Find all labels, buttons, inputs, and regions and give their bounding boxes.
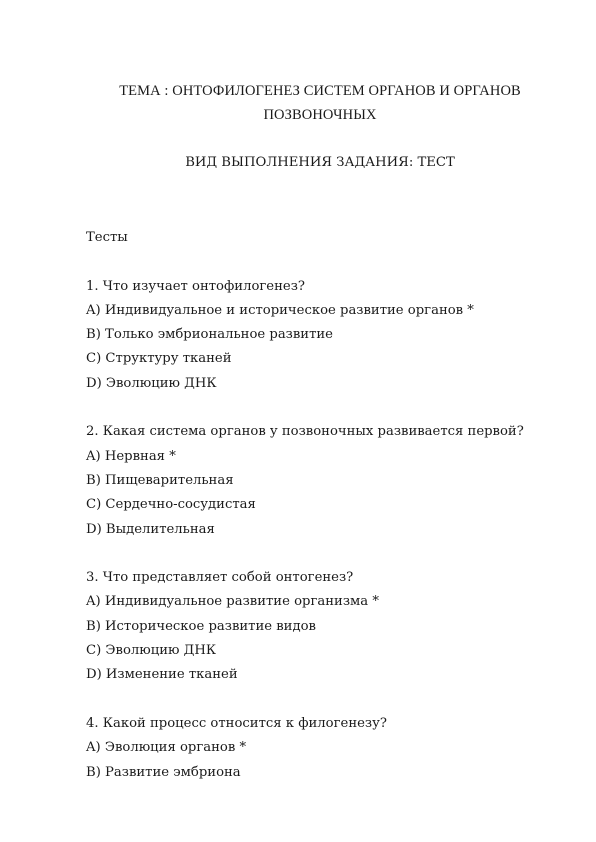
- answer-option: A) Эволюция органов *: [86, 740, 247, 756]
- question-text: 3. Что представляет собой онтогенез?: [86, 570, 354, 586]
- question-text: 2. Какая система органов у позвоночных развивается первой?: [86, 424, 524, 440]
- document-subtitle: ВИД ВЫПОЛНЕНИЯ ЗАДАНИЯ: ТЕСТ: [185, 155, 455, 170]
- answer-option: C) Структуру тканей: [86, 351, 232, 367]
- question-text: 1. Что изучает онтофилогенез?: [86, 278, 305, 294]
- section-heading: Тесты: [86, 230, 128, 245]
- spacer: [86, 250, 586, 274]
- answer-option: B) Историческое развитие видов: [86, 618, 316, 634]
- question-block-2: [86, 420, 586, 541]
- question-block-1: [86, 275, 586, 396]
- answer-option: D) Выделительная: [86, 521, 215, 537]
- answer-option: A) Индивидуальное и историческое развитие органов *: [86, 302, 474, 318]
- answer-option: B) Развитие эмбриона: [86, 764, 241, 780]
- document-title: [60, 79, 580, 127]
- answer-option: C) Эволюцию ДНК: [86, 643, 217, 659]
- answer-option: D) Изменение тканей: [86, 667, 238, 683]
- spacer: [86, 542, 586, 566]
- answer-option: A) Индивидуальное развитие организма *: [86, 594, 379, 610]
- answer-option: C) Сердечно-сосудистая: [86, 497, 256, 513]
- test-body: [86, 226, 586, 785]
- title-line-1: ТЕМА : ОНТОФИЛОГЕНЕЗ СИСТЕМ ОРГАНОВ И ОРГАНОВ: [119, 83, 521, 99]
- answer-option: B) Только эмбриональное развитие: [86, 327, 333, 343]
- question-text: 4. Какой процесс относится к филогенезу?: [86, 715, 387, 731]
- title-line-2: ПОЗВОНОЧНЫХ: [263, 107, 377, 123]
- answer-option: D) Эволюцию ДНК: [86, 375, 217, 391]
- spacer: [86, 396, 586, 420]
- answer-option: A) Нервная *: [86, 448, 176, 464]
- question-block-3: [86, 566, 586, 687]
- spacer: [86, 688, 586, 712]
- answer-option: B) Пищеварительная: [86, 472, 234, 488]
- question-block-4: [86, 712, 586, 785]
